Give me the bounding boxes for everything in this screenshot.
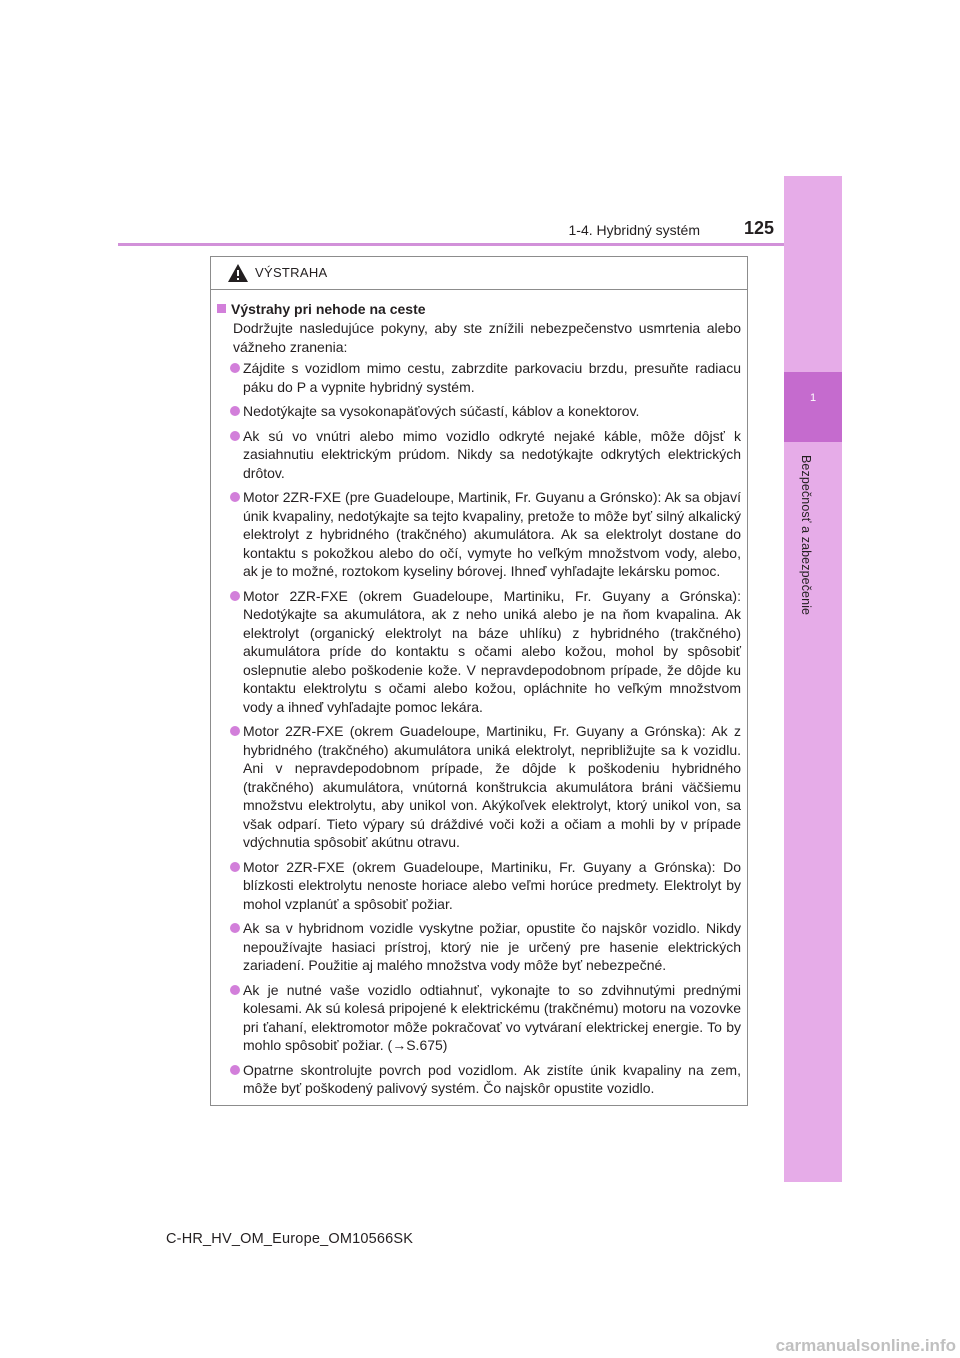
bullet-icon bbox=[230, 406, 240, 416]
watermark[interactable]: carmanualsonline.info bbox=[775, 1336, 956, 1355]
chapter-sidebar-tab bbox=[784, 176, 842, 1182]
bullet-icon bbox=[230, 726, 240, 736]
warning-intro: Dodržujte nasledujúce pokyny, aby ste znížili nebezpečenstvo usmrtenia alebo vážneho zranenia: bbox=[233, 320, 741, 355]
warning-item: Ak sa v hybridnom vozidle vyskytne požiar, opustite čo najskôr vozidlo. Nikdy nepoužívajte hasiaci prístroj, ktorý nie je určený pre hasenie elektrických zariadení. Použitie aj malého množstva vody môže byť nebezpečné. bbox=[217, 919, 741, 975]
warning-body bbox=[211, 290, 747, 1098]
document-code: C-HR_HV_OM_Europe_OM10566SK bbox=[166, 1231, 414, 1247]
bullet-icon bbox=[230, 363, 240, 373]
chapter-title: Bezpečnosť a zabezpečenie bbox=[799, 455, 813, 616]
warning-header bbox=[211, 257, 747, 290]
warning-item: Nedotýkajte sa vysokonapäťových súčastí, káblov a konektorov. bbox=[217, 402, 741, 421]
warning-items bbox=[217, 359, 741, 1098]
warning-box bbox=[210, 256, 748, 1106]
warning-item: Motor 2ZR-FXE (okrem Guadeloupe, Martiniku, Fr. Guyany a Grónska): Ak z hybridného (trakčného) akumulátora uniká elektrolyt, nepribližujte sa k vozidlu. Ani v nepravdepodobnom prípade, že dôjde k poškodeniu hybridného (trakčného) akumulátora, vnútorná konštrukcia akumulátora bráni väčšiemu množstvu elektrolytu, aby unikol von. Akýkoľvek elektrolyt, ktorý unikol von, sa však odparí. Tieto výpary sú dráždivé voči koži a očiam a mohli by v prípade vdýchnutia spôsobiť akútnu otravu. bbox=[217, 722, 741, 852]
section-title: 1-4. Hybridný systém bbox=[568, 222, 700, 238]
header-divider bbox=[118, 243, 842, 246]
bullet-icon bbox=[230, 862, 240, 872]
bullet-icon bbox=[230, 431, 240, 441]
warning-item: Opatrne skontrolujte povrch pod vozidlom. Ak zistíte únik kvapaliny na zem, môže byť poškodený palivový systém. Čo najskôr opustite vozidlo. bbox=[217, 1061, 741, 1098]
warning-item: Ak je nutné vaše vozidlo odtiahnuť, vykonajte to so zdvihnutými prednými kolesami. Ak sú kolesá pripojené k elektrickému (trakčnému) motoru na vozovke pri ťahaní, elektromotor môže pokračovať vo vytváraní elektrickej energie. To by mohlo spôsobiť požiar. (→S.675) bbox=[217, 981, 741, 1055]
warning-item: Motor 2ZR-FXE (pre Guadeloupe, Martinik, Fr. Guyanu a Grónsko): Ak sa objaví únik kvapaliny, nedotýkajte sa tejto kvapaliny, pretože to môže byť silný alkalický elektrolyt z hybridného (trakčného) akumulátora. Ak sa elektrolyt dostane do kontaktu s pokožkou alebo do očí, vymyte ho veľkým množstvom vody, alebo, ak je to možné, roztokom kyseliny bórovej. Ihneď vyhľadajte lekársku pomoc. bbox=[217, 488, 741, 581]
chapter-number-block bbox=[784, 372, 842, 442]
page-number: 125 bbox=[743, 218, 774, 238]
warning-item: Motor 2ZR-FXE (okrem Guadeloupe, Martiniku, Fr. Guyany a Grónska): Nedotýkajte sa akumulátora, ak z neho uniká alebo je na ňom kvapalina. Ak elektrolyt (organický elektrolyt na báze uhlíku) z hybridného (trakčného) akumulátora príde do kontaktu s očami alebo kožou, mohol by spôsobiť oslepnutie alebo poškodenie kože. V nepravdepodobnom prípade, že dôjde ku kontaktu elektrolytu s očami alebo kožou, opláchnite ho veľkým množstvom vody a ihneď vyhľadajte pomoc lekára. bbox=[217, 587, 741, 717]
warning-subheading bbox=[217, 300, 741, 319]
warning-item: Zájdite s vozidlom mimo cestu, zabrzdite parkovaciu brzdu, presuňte radiacu páku do P a vypnite hybridný systém. bbox=[217, 359, 741, 396]
warning-subheading-text: Výstrahy pri nehode na ceste bbox=[231, 301, 426, 317]
square-bullet-icon bbox=[217, 304, 226, 313]
bullet-icon bbox=[230, 985, 240, 995]
warning-item: Motor 2ZR-FXE (okrem Guadeloupe, Martiniku, Fr. Guyany a Grónska): Do blízkosti elektrolytu nenoste horiace alebo veľmi horúce predmety. Elektrolyt by mohol vzplanúť a spôsobiť požiar. bbox=[217, 858, 741, 914]
warning-title: VÝSTRAHA bbox=[255, 265, 328, 280]
bullet-icon bbox=[230, 591, 240, 601]
bullet-icon bbox=[230, 1065, 240, 1075]
bullet-icon bbox=[230, 923, 240, 933]
bullet-icon bbox=[230, 492, 240, 502]
chapter-number: 1 bbox=[809, 392, 817, 404]
warning-item: Ak sú vo vnútri alebo mimo vozidlo odkryté nejaké káble, môže dôjsť k zasiahnutiu elektrickým prúdom. Nikdy sa nedotýkajte odkrytých elektrických drôtov. bbox=[217, 427, 741, 483]
warning-triangle-icon bbox=[227, 263, 249, 283]
